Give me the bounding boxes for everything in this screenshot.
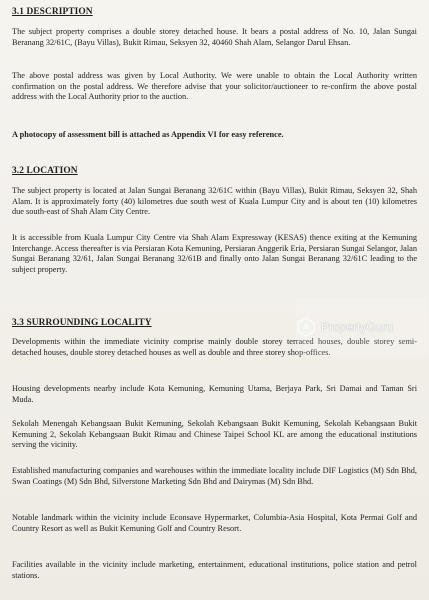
paragraph-locality-1: Developments within the immediate vicinity comprise mainly double storey terraced houses, double storey semi-detached houses, double storey detached houses as well as double and three storey shop-offices. — [12, 337, 417, 357]
paragraph-locality-2: Housing developments nearby include Kota Kemuning, Kemuning Utama, Berjaya Park, Sri Damai and Taman Sri Muda. — [12, 384, 417, 404]
watermark-text: PropertyGuru — [321, 320, 394, 334]
paragraph-locality-5: Notable landmark within the vicinity include Econsave Hypermarket, Columbia-Asia Hospital, Kota Permai Golf and Country Resort as well as Bukit Kemuning Golf and Country Resort. — [12, 513, 417, 533]
paragraph-location-1: The subject property is located at Jalan Sungai Beranang 32/61C within (Bayu Villas), Bukit Rimau, Seksyen 32, Shah Alam. It is approximately forty (40) kilometres due south west of Kuala Lumpur City and is about ten (10) kilometres due south-east of Shah Alam City Centre. — [12, 186, 417, 216]
paragraph-description-3: A photocopy of assessment bill is attached as Appendix VI for easy reference. — [12, 130, 284, 139]
paragraph-location-2: It is accessible from Kuala Lumpur City Centre via Shah Alam Expressway (KESAS) thence exiting at the Kemuning Interchange. Access thereafter is via Persiaran Kota Kemuning, Persiaran Anggerik Eria, Persiaran Sungai Selangor, Jalan Sungai Beranang 32/61, Jalan Sungai Beranang 32/61B and finally onto Jalan Sungai Beranang 32/61C leading to the subject property. — [12, 233, 417, 274]
section-heading-location: 3.2 LOCATION — [12, 166, 78, 176]
section-heading-description: 3.1 DESCRIPTION — [12, 7, 93, 17]
paragraph-locality-3: Sekolah Menengah Kebangsaan Bukit Kemuning, Sekolah Kebangsaan Bukit Kemuning, Sekolah Kebangsaan Bukit Kemuning 2, Sekolah Kebangsaan Bukit Rimau and Chinese Taipei School KL are among the educational institutions serving the vicinity. — [12, 419, 417, 449]
paragraph-locality-4: Established manufacturing companies and warehouses within the immediate locality include DIF Logistics (M) Sdn Bhd, Swan Coatings (M) Sdn Bhd, Silverstone Marketing Sdn Bhd and Dairymas (M) Sdn Bhd. — [12, 466, 417, 486]
propertyguru-logo-icon — [296, 317, 316, 337]
paragraph-description-1: The subject property comprises a double storey detached house. It bears a postal address of No. 10, Jalan Sungai Beranang 32/61C, (Bayu Villas), Bukit Rimau, Seksyen 32, 40460 Shah Alam, Selangor Darul Ehsan. — [12, 27, 417, 47]
paragraph-locality-6: Facilities available in the vicinity include marketing, entertainment, educational institutions, police station and petrol stations. — [12, 560, 417, 580]
section-heading-surrounding-locality: 3.3 SURROUNDING LOCALITY — [12, 318, 152, 328]
paragraph-description-2: The above postal address was given by Local Authority. We were unable to obtain the Local Authority written confirmation on the postal address. We therefore advise that your solicitor/auctioneer to re-confirm the above postal address with the Local Authority prior to the auction. — [12, 71, 417, 101]
